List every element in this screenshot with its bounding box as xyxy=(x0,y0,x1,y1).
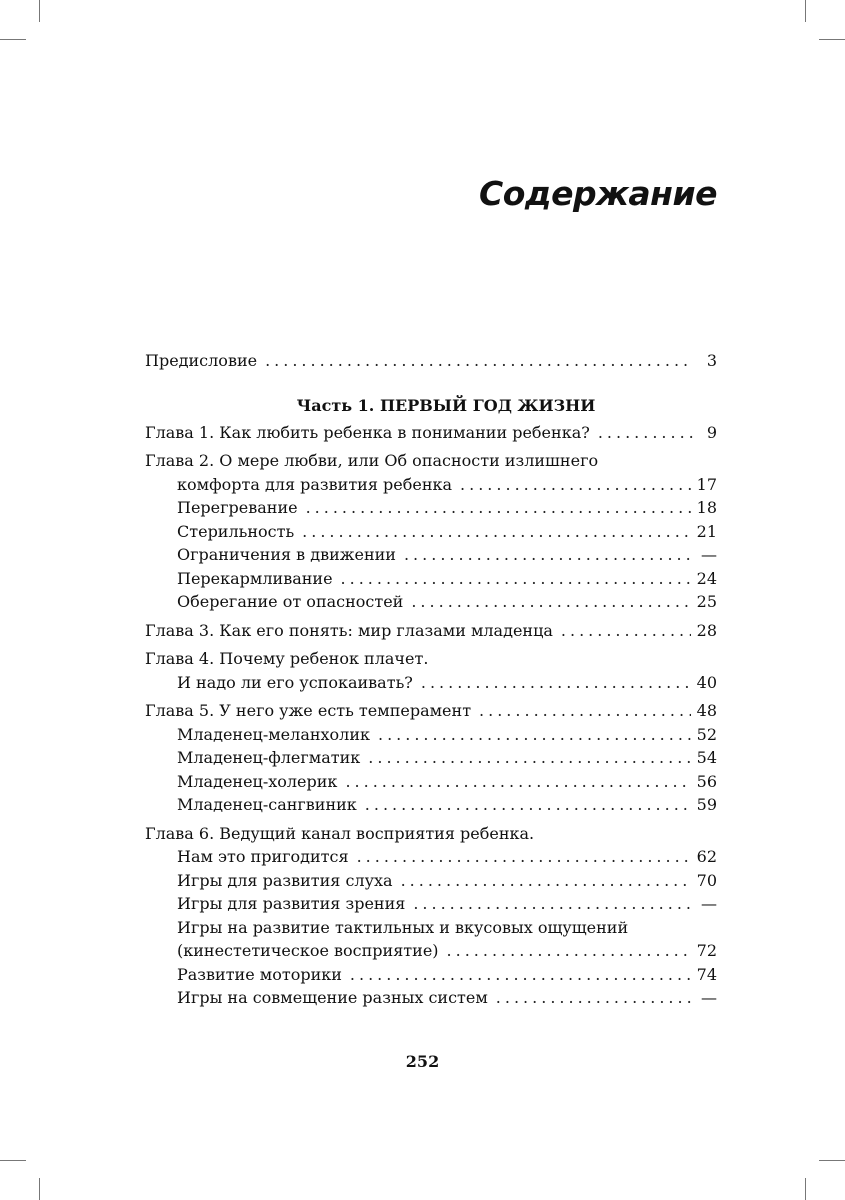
toc-entry-page: 25 xyxy=(696,592,717,611)
toc-entry-chapter-6-line1[interactable]: Глава 6. Ведущий канал восприятия ребенка. xyxy=(145,823,535,843)
dot-leader xyxy=(265,349,693,373)
dot-leader xyxy=(368,746,690,770)
toc-entry-title: Глава 1. Как любить ребенка в понимании ребенка? xyxy=(145,422,590,442)
toc-section[interactable] xyxy=(145,986,717,1010)
toc-entry-page: 17 xyxy=(696,474,717,494)
dot-leader xyxy=(421,671,691,695)
dot-leader xyxy=(365,793,691,817)
dot-leader xyxy=(598,421,693,445)
dot-leader xyxy=(341,567,691,591)
toc-entry-title: Глава 5. У него уже есть темперамент xyxy=(145,701,472,720)
crop-mark xyxy=(0,1160,26,1161)
dot-leader xyxy=(401,869,691,893)
toc-section[interactable] xyxy=(145,590,717,614)
toc-section[interactable] xyxy=(145,723,717,747)
dot-leader xyxy=(496,986,693,1010)
toc-entry-title: Младенец-холерик xyxy=(177,771,338,791)
dot-leader xyxy=(378,723,691,747)
toc-entry-page: 72 xyxy=(696,941,717,960)
toc-section[interactable] xyxy=(145,746,717,770)
toc-entry-page: 28 xyxy=(696,620,717,640)
toc-entry-title: Игры на совмещение разных систем xyxy=(177,988,488,1007)
toc-entry-page: 21 xyxy=(696,521,717,541)
toc-section[interactable] xyxy=(145,496,717,520)
dot-leader xyxy=(404,543,693,567)
crop-mark xyxy=(39,0,40,22)
toc-entry-title: И надо ли его успокаивать? xyxy=(177,672,413,692)
toc-entry-page: 62 xyxy=(696,847,717,866)
toc-section[interactable] xyxy=(145,892,717,916)
toc-entry-title: (кинестетическое восприятие) xyxy=(177,941,439,960)
toc-entry-title: Игры для развития слуха xyxy=(177,870,393,890)
toc-entry-title: Оберегание от опасностей xyxy=(177,592,404,611)
part-heading: Часть 1. ПЕРВЫЙ ГОД ЖИЗНИ xyxy=(296,395,596,415)
toc-entry-chapter-2-line1[interactable]: Глава 2. О мере любви, или Об опасности излишнего xyxy=(145,451,599,470)
toc-section[interactable] xyxy=(145,567,717,591)
dot-leader xyxy=(447,939,691,963)
toc-section[interactable] xyxy=(145,793,717,817)
dot-leader xyxy=(350,963,691,987)
toc-entry-page: — xyxy=(701,894,717,913)
crop-mark xyxy=(805,1178,806,1200)
toc-entry-page: 3 xyxy=(706,351,717,370)
toc-entry-chapter-2[interactable] xyxy=(145,473,717,497)
toc-entry-title: Предисловие xyxy=(145,351,258,370)
toc-entry-chapter-6[interactable] xyxy=(145,845,717,869)
toc-entry-title: комфорта для развития ребенка xyxy=(177,474,453,494)
toc-entry-title: Игры для развития зрения xyxy=(177,894,406,913)
toc-entry-page: — xyxy=(701,988,717,1007)
toc-entry-page: — xyxy=(701,545,717,564)
crop-mark xyxy=(819,1160,845,1161)
toc-entry-chapter-3[interactable] xyxy=(145,619,717,643)
toc-entry-page: 56 xyxy=(696,771,717,791)
dot-leader xyxy=(413,892,693,916)
page-title: Содержание xyxy=(479,174,717,213)
toc-entry-page: 24 xyxy=(696,568,717,588)
toc-entry-page: 74 xyxy=(696,964,717,984)
dot-leader xyxy=(479,699,691,723)
toc-entry-title: Стерильность xyxy=(177,521,295,541)
toc-section[interactable] xyxy=(145,963,717,987)
toc-entry-title: Ограничения в движении xyxy=(177,545,396,564)
dot-leader xyxy=(302,520,690,544)
crop-mark xyxy=(39,1178,40,1200)
dot-leader xyxy=(411,590,690,614)
toc-entry-title: Перегревание xyxy=(177,498,298,517)
toc-entry-page: 59 xyxy=(696,795,717,814)
toc-section-line1[interactable]: Игры на развитие тактильных и вкусовых ощущений xyxy=(177,917,629,937)
toc-section[interactable] xyxy=(145,770,717,794)
toc-entry-page: 18 xyxy=(696,498,717,517)
toc-section[interactable] xyxy=(145,939,717,963)
toc-entry-page: 9 xyxy=(706,422,717,442)
toc-entry-page: 54 xyxy=(696,748,717,767)
toc-section[interactable] xyxy=(145,543,717,567)
toc-entry-title: Младенец-флегматик xyxy=(177,748,361,767)
toc-entry-chapter-5[interactable] xyxy=(145,699,717,723)
toc-entry-title: Нам это пригодится xyxy=(177,847,349,866)
crop-mark xyxy=(0,39,26,40)
toc-entry-title: Перекармливание xyxy=(177,568,333,588)
page-number: 252 xyxy=(405,1052,440,1071)
toc-entry-title: Младенец-сангвиник xyxy=(177,795,357,814)
toc-section[interactable] xyxy=(145,869,717,893)
dot-leader xyxy=(561,619,691,643)
toc-entry-page: 40 xyxy=(696,672,717,692)
toc-entry-preface[interactable] xyxy=(145,349,717,373)
dot-leader xyxy=(357,845,691,869)
toc-entry-chapter-4-line1[interactable]: Глава 4. Почему ребенок плачет. xyxy=(145,649,429,668)
crop-mark xyxy=(819,39,845,40)
toc-entry-title: Развитие моторики xyxy=(177,964,342,984)
toc-entry-page: 52 xyxy=(696,724,717,744)
dot-leader xyxy=(306,496,691,520)
toc-entry-chapter-4[interactable] xyxy=(145,671,717,695)
toc-entry-page: 48 xyxy=(696,701,717,720)
toc-entry-title: Младенец-меланхолик xyxy=(177,724,370,744)
dot-leader xyxy=(460,473,691,497)
toc-entry-title: Глава 3. Как его понять: мир глазами младенца xyxy=(145,620,553,640)
table-of-contents xyxy=(145,349,717,1010)
toc-entry-chapter-1[interactable] xyxy=(145,421,717,445)
crop-mark xyxy=(805,0,806,22)
toc-section[interactable] xyxy=(145,520,717,544)
dot-leader xyxy=(345,770,690,794)
toc-entry-page: 70 xyxy=(696,870,717,890)
